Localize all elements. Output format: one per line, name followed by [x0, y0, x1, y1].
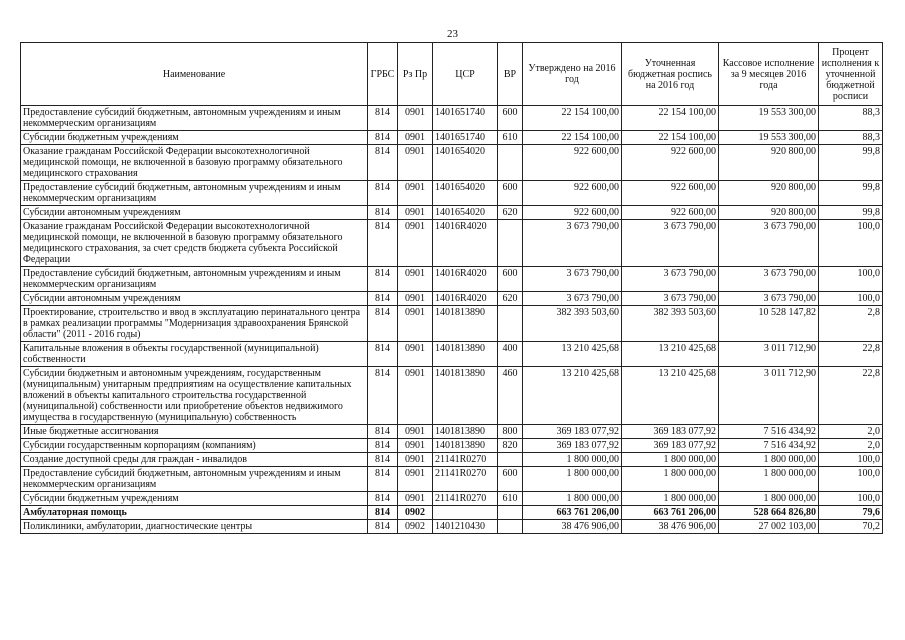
col-header-refined: Уточненная бюджетная роспись на 2016 год	[622, 43, 719, 106]
table-row	[21, 131, 883, 145]
table-row	[21, 292, 883, 306]
col-header-vr: ВР	[498, 43, 523, 106]
cell-csr: 1401210430	[433, 520, 498, 534]
cell-refined: 1 800 000,00	[622, 453, 719, 467]
cell-cash: 27 002 103,00	[719, 520, 819, 534]
cell-vr: 610	[498, 131, 523, 145]
cell-vr: 600	[498, 181, 523, 206]
col-header-cash: Кассовое исполнение за 9 месяцев 2016 года	[719, 43, 819, 106]
cell-grbs: 814	[368, 306, 398, 342]
header-row	[21, 43, 883, 106]
cell-grbs: 814	[368, 367, 398, 425]
cell-vr: 600	[498, 106, 523, 131]
cell-rz-pr: 0901	[398, 145, 433, 181]
cell-rz-pr: 0901	[398, 131, 433, 145]
table-row	[21, 106, 883, 131]
cell-percent: 100,0	[819, 220, 883, 267]
cell-rz-pr: 0901	[398, 306, 433, 342]
cell-approved: 382 393 503,60	[523, 306, 622, 342]
cell-csr: 14016R4020	[433, 267, 498, 292]
cell-approved: 369 183 077,92	[523, 439, 622, 453]
cell-cash: 528 664 826,80	[719, 506, 819, 520]
cell-rz-pr: 0901	[398, 220, 433, 267]
cell-refined: 922 600,00	[622, 206, 719, 220]
cell-vr: 620	[498, 292, 523, 306]
table-row	[21, 467, 883, 492]
cell-grbs: 814	[368, 106, 398, 131]
cell-name: Субсидии бюджетным и автономным учреждениям, государственным (муниципальным) унитарным предприятиям на осуществление капитальных вложений в объекты капитального строительства государственной (муниципальной) собственности или приобретение объектов недвижимого имущества в государственную (муниципальную) собственность	[21, 367, 368, 425]
cell-refined: 1 800 000,00	[622, 467, 719, 492]
cell-vr: 610	[498, 492, 523, 506]
cell-refined: 13 210 425,68	[622, 367, 719, 425]
cell-percent: 99,8	[819, 145, 883, 181]
cell-csr: 21141R0270	[433, 453, 498, 467]
cell-percent: 99,8	[819, 206, 883, 220]
cell-percent: 100,0	[819, 453, 883, 467]
cell-name: Амбулаторная помощь	[21, 506, 368, 520]
cell-refined: 382 393 503,60	[622, 306, 719, 342]
cell-rz-pr: 0901	[398, 292, 433, 306]
cell-percent: 99,8	[819, 181, 883, 206]
cell-approved: 922 600,00	[523, 181, 622, 206]
cell-vr: 820	[498, 439, 523, 453]
cell-cash: 3 011 712,90	[719, 367, 819, 425]
cell-csr: 1401651740	[433, 106, 498, 131]
cell-grbs: 814	[368, 145, 398, 181]
cell-approved: 13 210 425,68	[523, 367, 622, 425]
cell-cash: 3 673 790,00	[719, 220, 819, 267]
cell-cash: 920 800,00	[719, 181, 819, 206]
cell-grbs: 814	[368, 181, 398, 206]
table-row	[21, 367, 883, 425]
cell-refined: 922 600,00	[622, 181, 719, 206]
cell-approved: 3 673 790,00	[523, 267, 622, 292]
cell-grbs: 814	[368, 206, 398, 220]
table-row	[21, 181, 883, 206]
cell-approved: 22 154 100,00	[523, 131, 622, 145]
cell-name: Создание доступной среды для граждан - инвалидов	[21, 453, 368, 467]
cell-csr: 1401813890	[433, 367, 498, 425]
cell-vr: 620	[498, 206, 523, 220]
cell-name: Предоставление субсидий бюджетным, автономным учреждениям и иным некоммерческим организациям	[21, 106, 368, 131]
cell-vr	[498, 145, 523, 181]
cell-name: Проектирование, строительство и ввод в эксплуатацию перинатального центра в рамках реализации программы "Модернизация здравоохранения Брянской области" (2011 - 2016 годы)	[21, 306, 368, 342]
table-row	[21, 220, 883, 267]
cell-csr: 14016R4020	[433, 292, 498, 306]
table-row	[21, 506, 883, 520]
cell-refined: 22 154 100,00	[622, 106, 719, 131]
table-row	[21, 453, 883, 467]
cell-refined: 369 183 077,92	[622, 439, 719, 453]
cell-csr: 1401813890	[433, 439, 498, 453]
cell-approved: 1 800 000,00	[523, 467, 622, 492]
cell-cash: 7 516 434,92	[719, 425, 819, 439]
cell-cash: 1 800 000,00	[719, 453, 819, 467]
col-header-csr: ЦСР	[433, 43, 498, 106]
cell-approved: 22 154 100,00	[523, 106, 622, 131]
cell-percent: 22,8	[819, 342, 883, 367]
cell-refined: 922 600,00	[622, 145, 719, 181]
cell-rz-pr: 0901	[398, 267, 433, 292]
table-row	[21, 306, 883, 342]
cell-name: Предоставление субсидий бюджетным, автономным учреждениям и иным некоммерческим организациям	[21, 467, 368, 492]
cell-approved: 3 673 790,00	[523, 292, 622, 306]
cell-cash: 920 800,00	[719, 206, 819, 220]
cell-csr: 1401813890	[433, 425, 498, 439]
cell-refined: 1 800 000,00	[622, 492, 719, 506]
cell-csr: 1401813890	[433, 342, 498, 367]
cell-percent: 2,0	[819, 439, 883, 453]
cell-csr: 1401654020	[433, 181, 498, 206]
cell-vr: 600	[498, 467, 523, 492]
cell-name: Субсидии бюджетным учреждениям	[21, 131, 368, 145]
table-row	[21, 492, 883, 506]
cell-refined: 3 673 790,00	[622, 292, 719, 306]
cell-grbs: 814	[368, 267, 398, 292]
cell-cash: 19 553 300,00	[719, 131, 819, 145]
cell-approved: 1 800 000,00	[523, 453, 622, 467]
cell-name: Капитальные вложения в объекты государственной (муниципальной) собственности	[21, 342, 368, 367]
col-header-rz-pr: Рз Пр	[398, 43, 433, 106]
cell-cash: 3 011 712,90	[719, 342, 819, 367]
cell-grbs: 814	[368, 342, 398, 367]
cell-vr: 460	[498, 367, 523, 425]
cell-percent: 70,2	[819, 520, 883, 534]
cell-rz-pr: 0901	[398, 467, 433, 492]
cell-rz-pr: 0902	[398, 520, 433, 534]
cell-approved: 369 183 077,92	[523, 425, 622, 439]
cell-grbs: 814	[368, 506, 398, 520]
cell-percent: 88,3	[819, 106, 883, 131]
cell-rz-pr: 0901	[398, 106, 433, 131]
col-header-name: Наименование	[21, 43, 368, 106]
cell-approved: 922 600,00	[523, 206, 622, 220]
cell-cash: 1 800 000,00	[719, 467, 819, 492]
cell-cash: 1 800 000,00	[719, 492, 819, 506]
cell-grbs: 814	[368, 439, 398, 453]
cell-percent: 100,0	[819, 467, 883, 492]
cell-percent: 22,8	[819, 367, 883, 425]
cell-vr	[498, 506, 523, 520]
cell-percent: 100,0	[819, 267, 883, 292]
table-row	[21, 267, 883, 292]
cell-rz-pr: 0901	[398, 342, 433, 367]
cell-refined: 22 154 100,00	[622, 131, 719, 145]
cell-approved: 1 800 000,00	[523, 492, 622, 506]
cell-cash: 920 800,00	[719, 145, 819, 181]
cell-name: Субсидии государственным корпорациям (компаниям)	[21, 439, 368, 453]
cell-refined: 3 673 790,00	[622, 220, 719, 267]
cell-rz-pr: 0901	[398, 453, 433, 467]
cell-csr: 21141R0270	[433, 467, 498, 492]
cell-refined: 3 673 790,00	[622, 267, 719, 292]
cell-rz-pr: 0901	[398, 367, 433, 425]
table-body	[21, 106, 883, 534]
cell-rz-pr: 0901	[398, 181, 433, 206]
cell-grbs: 814	[368, 220, 398, 267]
cell-grbs: 814	[368, 520, 398, 534]
table-row	[21, 342, 883, 367]
cell-percent: 100,0	[819, 492, 883, 506]
cell-refined: 663 761 206,00	[622, 506, 719, 520]
page-number: 23	[447, 28, 458, 40]
cell-refined: 369 183 077,92	[622, 425, 719, 439]
cell-name: Оказание гражданам Российской Федерации высокотехнологичной медицинской помощи, не включенной в базовую программу обязательного медицинского страхования	[21, 145, 368, 181]
cell-percent: 79,6	[819, 506, 883, 520]
cell-cash: 7 516 434,92	[719, 439, 819, 453]
cell-name: Предоставление субсидий бюджетным, автономным учреждениям и иным некоммерческим организациям	[21, 267, 368, 292]
cell-rz-pr: 0901	[398, 439, 433, 453]
cell-grbs: 814	[368, 467, 398, 492]
table-row	[21, 145, 883, 181]
cell-percent: 2,8	[819, 306, 883, 342]
cell-vr	[498, 306, 523, 342]
cell-name: Субсидии бюджетным учреждениям	[21, 492, 368, 506]
budget-table	[20, 42, 883, 534]
cell-approved: 3 673 790,00	[523, 220, 622, 267]
cell-rz-pr: 0901	[398, 206, 433, 220]
cell-rz-pr: 0902	[398, 506, 433, 520]
cell-csr: 1401654020	[433, 206, 498, 220]
cell-name: Иные бюджетные ассигнования	[21, 425, 368, 439]
cell-vr: 800	[498, 425, 523, 439]
table-row	[21, 425, 883, 439]
cell-name: Субсидии автономным учреждениям	[21, 292, 368, 306]
cell-vr	[498, 453, 523, 467]
cell-cash: 3 673 790,00	[719, 292, 819, 306]
col-header-grbs: ГРБС	[368, 43, 398, 106]
cell-approved: 663 761 206,00	[523, 506, 622, 520]
cell-percent: 88,3	[819, 131, 883, 145]
cell-refined: 38 476 906,00	[622, 520, 719, 534]
cell-csr: 1401651740	[433, 131, 498, 145]
cell-csr: 21141R0270	[433, 492, 498, 506]
cell-name: Поликлиники, амбулатории, диагностические центры	[21, 520, 368, 534]
table-row	[21, 520, 883, 534]
cell-grbs: 814	[368, 292, 398, 306]
cell-cash: 10 528 147,82	[719, 306, 819, 342]
cell-vr	[498, 520, 523, 534]
cell-vr: 400	[498, 342, 523, 367]
cell-csr: 1401813890	[433, 306, 498, 342]
cell-name: Оказание гражданам Российской Федерации высокотехнологичной медицинской помощи, не включенной в базовую программу обязательного медицинского страхования, за счет средств бюджета субъекта Российской Федерации	[21, 220, 368, 267]
cell-cash: 19 553 300,00	[719, 106, 819, 131]
cell-csr: 1401654020	[433, 145, 498, 181]
cell-rz-pr: 0901	[398, 425, 433, 439]
cell-approved: 38 476 906,00	[523, 520, 622, 534]
col-header-percent: Процент исполнения к уточненной бюджетной росписи	[819, 43, 883, 106]
cell-csr	[433, 506, 498, 520]
cell-cash: 3 673 790,00	[719, 267, 819, 292]
cell-name: Предоставление субсидий бюджетным, автономным учреждениям и иным некоммерческим организациям	[21, 181, 368, 206]
cell-percent: 2,0	[819, 425, 883, 439]
cell-refined: 13 210 425,68	[622, 342, 719, 367]
table-row	[21, 206, 883, 220]
cell-approved: 922 600,00	[523, 145, 622, 181]
table-row	[21, 439, 883, 453]
cell-grbs: 814	[368, 453, 398, 467]
cell-grbs: 814	[368, 425, 398, 439]
cell-grbs: 814	[368, 492, 398, 506]
cell-percent: 100,0	[819, 292, 883, 306]
col-header-approved: Утверждено на 2016 год	[523, 43, 622, 106]
cell-grbs: 814	[368, 131, 398, 145]
cell-rz-pr: 0901	[398, 492, 433, 506]
cell-vr	[498, 220, 523, 267]
cell-csr: 14016R4020	[433, 220, 498, 267]
cell-approved: 13 210 425,68	[523, 342, 622, 367]
cell-name: Субсидии автономным учреждениям	[21, 206, 368, 220]
cell-vr: 600	[498, 267, 523, 292]
